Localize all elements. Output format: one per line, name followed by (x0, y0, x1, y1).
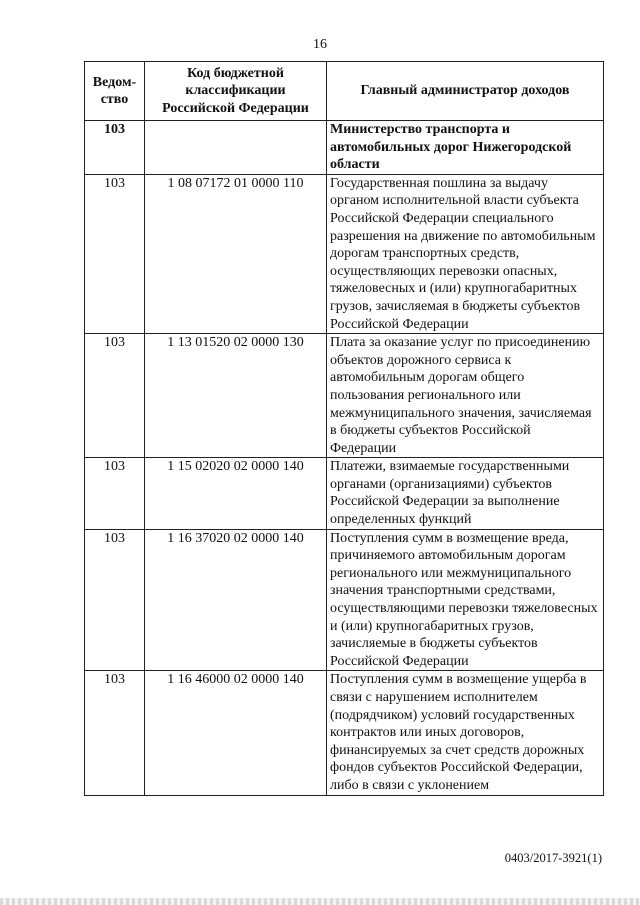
table-row-ministry (85, 121, 604, 175)
header-dept: Ведом-ство (85, 62, 145, 121)
cell-dept: 103 (85, 174, 145, 333)
cell-description: Поступления сумм в возмещение вреда, причиняемого автомобильным дорогам регионального или межмуниципального значения транспортными средствами, осуществляющими перевозки тяжеловесных и (или) крупногабаритных грузов, зачисляемые в бюджеты субъектов Российской Федерации (327, 529, 604, 671)
cell-description: Поступления сумм в возмещение ущерба в связи с нарушением исполнителем (подрядчиком) условий государственных контрактов или иных договоров, финансируемых за счет средств дорожных фондов субъектов Российской Федерации, либо в связи с уклонением (327, 671, 604, 795)
table-row (85, 458, 604, 529)
cell-dept: 103 (85, 671, 145, 795)
table-row (85, 529, 604, 671)
cell-description: Государственная пошлина за выдачу органом исполнительной власти субъекта Российской Федерации специального разрешения на движение по автомобильным дорогам транспортных средств, осуществляющих перевозки опасных, тяжеловесных и (или) крупногабаритных грузов, зачисляемая в бюджеты субъектов Российской Федерации (327, 174, 604, 333)
cell-dept: 103 (85, 529, 145, 671)
header-code: Код бюджетной классификации Российской Федерации (145, 62, 327, 121)
document-registration-code: 0403/2017-3921(1) (504, 851, 602, 865)
cell-code: 1 08 07172 01 0000 110 (145, 174, 327, 333)
table-row (85, 174, 604, 333)
cell-description: Платежи, взимаемые государственными органами (организациями) субъектов Российской Федерации за выполнение определенных функций (327, 458, 604, 529)
revenue-administrators-table (84, 61, 604, 796)
table-header-row (85, 62, 604, 121)
scan-edge-artifact (0, 898, 640, 905)
header-admin: Главный администратор доходов (327, 62, 604, 121)
table-row (85, 671, 604, 795)
cell-dept: 103 (85, 458, 145, 529)
cell-code: 1 13 01520 02 0000 130 (145, 334, 327, 458)
cell-description: Министерство транспорта и автомобильных дорог Нижегородской области (327, 121, 604, 175)
cell-code: 1 16 46000 02 0000 140 (145, 671, 327, 795)
cell-code: 1 16 37020 02 0000 140 (145, 529, 327, 671)
cell-code (145, 121, 327, 175)
page-number: 16 (313, 37, 327, 52)
cell-code: 1 15 02020 02 0000 140 (145, 458, 327, 529)
cell-description: Плата за оказание услуг по присоединению объектов дорожного сервиса к автомобильным дорогам общего пользования регионального или межмуниципального значения, зачисляемая в бюджеты субъектов Российской Федерации (327, 334, 604, 458)
cell-dept: 103 (85, 334, 145, 458)
cell-dept: 103 (85, 121, 145, 175)
table-row (85, 334, 604, 458)
